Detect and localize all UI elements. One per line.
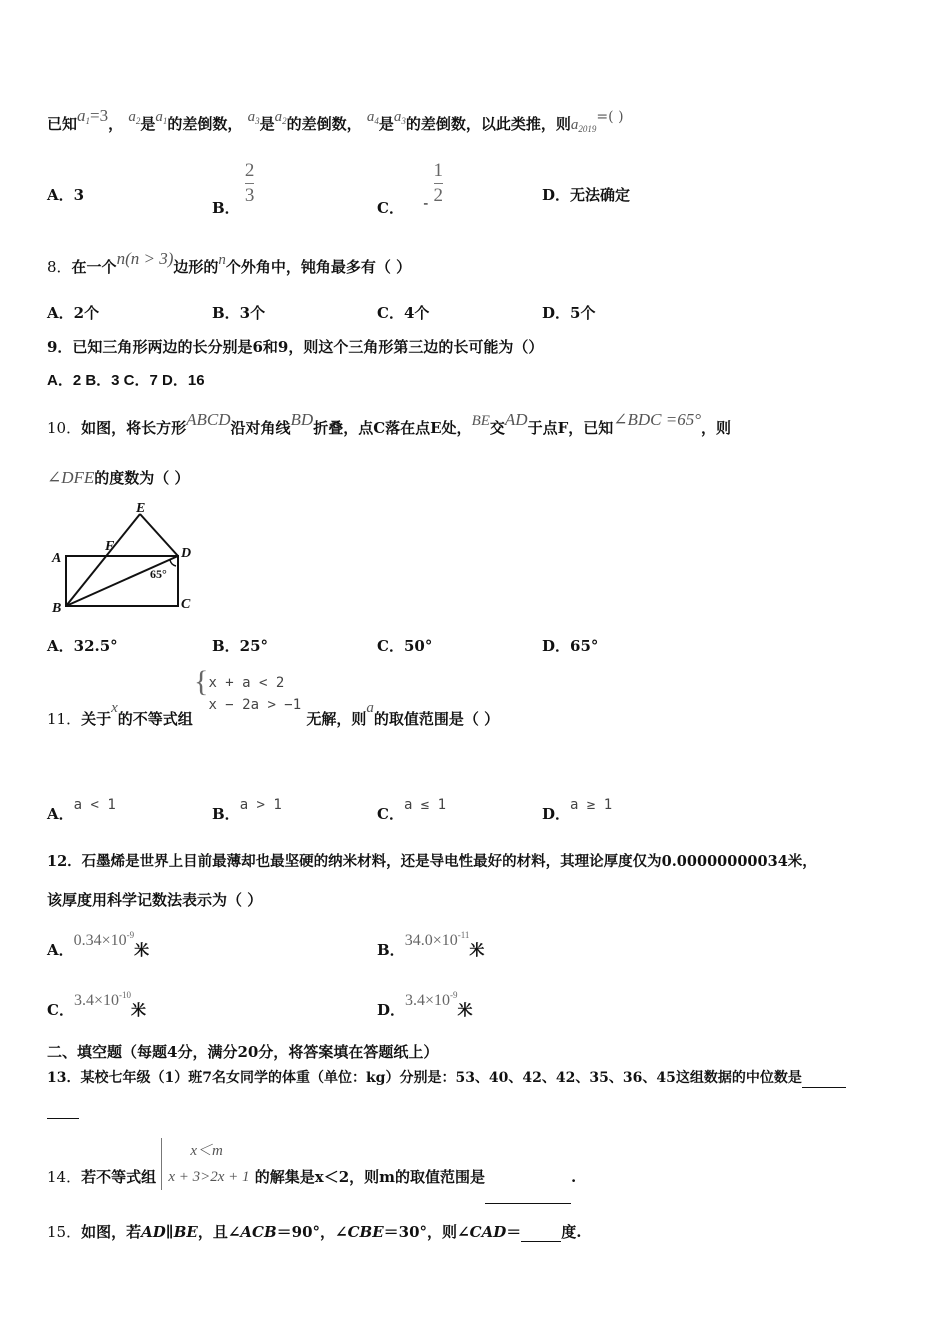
q7-recip-1: 的差倒数， bbox=[167, 115, 243, 133]
q14-inequality-1: x＜m bbox=[190, 1143, 223, 1159]
q7-is-3: 是 bbox=[378, 115, 394, 133]
q11-option-d[interactable]: D．a ≥ 1 bbox=[542, 797, 613, 823]
q15-angle-acb: ∠ACB bbox=[227, 1223, 277, 1241]
q7-a1: $a_1=3$ bbox=[77, 106, 109, 126]
q10-option-a[interactable]: A．32.5° bbox=[47, 637, 118, 655]
q7-is-2: 是 bbox=[259, 115, 275, 133]
label-a: A bbox=[52, 551, 62, 566]
section-2-heading: 二、填空题（每题4分，满分20分，将答案填在答题纸上） bbox=[47, 1043, 439, 1061]
q15-angle-cbe: ∠CBE bbox=[335, 1223, 384, 1241]
q11-option-b[interactable]: B．a > 1 bbox=[212, 797, 282, 823]
q7-tail: =( ) bbox=[596, 109, 624, 125]
q15-parallel-relation: AD∥BE bbox=[141, 1223, 198, 1241]
q7-is-1: 是 bbox=[140, 115, 156, 133]
q11-system: { x + a < 2 x − 2a > −1 bbox=[194, 672, 301, 716]
q7-recip-2: 的差倒数， bbox=[286, 115, 362, 133]
q7-option-a[interactable]: A．3 bbox=[47, 186, 85, 204]
question-9-stem: 9．已知三角形两边的长分别是6和9，则这个三角形第三边的长可能为（） bbox=[47, 338, 544, 356]
q7-a2019: $a_{2019}$ bbox=[570, 117, 597, 134]
q11-a: a bbox=[366, 700, 374, 716]
q10-abcd: ABCD bbox=[186, 410, 231, 429]
question-14-stem: 14．若不等式组 x＜m x + 3>2x + 1 的解集是x＜2，则m的取值范围是 . bbox=[47, 1138, 576, 1190]
q8-expr: n(n > 3) bbox=[116, 249, 174, 268]
q7-option-c[interactable]: C． - $\frac{1}{2}$ bbox=[377, 160, 443, 217]
q7-a3: $a_3$ bbox=[247, 109, 260, 126]
q15-angle-cad: ∠CAD bbox=[457, 1223, 507, 1241]
line-be bbox=[66, 514, 140, 606]
q7-option-c-fraction: $\frac{1}{2}$ bbox=[433, 160, 443, 206]
q8-n: n bbox=[218, 252, 226, 268]
q8-option-a[interactable]: A．2个 bbox=[47, 304, 100, 322]
q7-recip-3: 的差倒数，以此类推，则 bbox=[405, 115, 571, 133]
q10-option-b[interactable]: B．25° bbox=[212, 637, 269, 655]
q10-angle-dfe: ∠DFE bbox=[47, 468, 95, 487]
q7-option-d[interactable]: D．无法确定 bbox=[542, 186, 631, 204]
label-b: B bbox=[52, 601, 62, 616]
q12-option-d[interactable]: D．$3.4\times 10^{-9}$米 bbox=[377, 990, 473, 1019]
line-ed bbox=[140, 514, 178, 556]
q14-inequality-2: x + 3>2x + 1 bbox=[168, 1169, 250, 1185]
q10-option-d[interactable]: D．65° bbox=[542, 637, 599, 655]
q10-bd: BD bbox=[290, 410, 314, 429]
question-10-stem: 10．如图，将长方形ABCD沿对角线BD折叠，点C落在点E处，BE交AD于点F，已知∠BDC =65°，则 bbox=[47, 410, 732, 437]
q13-answer-blank-cont[interactable] bbox=[47, 1104, 79, 1119]
q14-answer-blank[interactable] bbox=[485, 1203, 571, 1204]
q8-option-d[interactable]: D．5个 bbox=[542, 304, 596, 322]
label-c: C bbox=[181, 597, 191, 612]
question-12-stem-line2: 该厚度用科学记数法表示为（ ） bbox=[47, 891, 263, 909]
q12-option-a[interactable]: A．$0.34\times 10^{-9}$米 bbox=[47, 930, 150, 959]
q11-inequality-2: x − 2a > −1 bbox=[208, 697, 302, 713]
label-angle-65: 65° bbox=[150, 567, 167, 581]
q11-option-a[interactable]: A．a < 1 bbox=[47, 797, 116, 823]
q8-option-c[interactable]: C．4个 bbox=[377, 304, 430, 322]
q12-option-b[interactable]: B．$34.0\times 10^{-11}$米 bbox=[377, 930, 485, 959]
q7-option-b-fraction: $\frac{2}{3}$ bbox=[244, 160, 255, 206]
label-f: F bbox=[105, 539, 115, 554]
question-15-stem: 15．如图，若AD∥BE，且∠ACB＝90°，∠CBE＝30°，则∠CAD＝ 度. bbox=[47, 1223, 582, 1241]
q12-option-c[interactable]: C．$3.4\times 10^{-10}$米 bbox=[47, 990, 146, 1019]
question-13-stem: 13．某校七年级（1）班7名女同学的体重（单位：kg）分别是：53、40、42、42、35、36、45这组数据的中位数是 bbox=[47, 1068, 846, 1088]
q11-x: x bbox=[111, 700, 118, 716]
q9-options[interactable]: A．2 B．3 C．7 D．16 bbox=[47, 372, 205, 389]
q7-a2-ref: $a_2$ bbox=[274, 109, 287, 126]
q10-angle: ∠BDC =65° bbox=[613, 410, 701, 429]
question-7-stem bbox=[47, 106, 624, 139]
q10-ad: AD bbox=[504, 410, 528, 429]
q11-option-c[interactable]: C．a ≤ 1 bbox=[377, 797, 447, 823]
question-10-stem-line2: ∠DFE的度数为（ ） bbox=[47, 468, 190, 487]
q10-be: BE bbox=[471, 413, 490, 429]
label-d: D bbox=[181, 546, 192, 561]
q13-answer-blank[interactable] bbox=[802, 1087, 846, 1088]
question-8-stem: 8．在一个n(n > 3)边形的n个外角中，钝角最多有（ ） bbox=[47, 249, 412, 276]
question-12-stem-line1: 12．石墨烯是世界上目前最薄却也最坚硬的纳米材料，还是导电性最好的材料，其理论厚度仅为0.00000000034米， bbox=[47, 853, 817, 870]
q10-option-c[interactable]: C．50° bbox=[377, 637, 433, 655]
q14-system bbox=[161, 1138, 249, 1190]
q7-a1-ref: $a_1$ bbox=[155, 109, 168, 126]
question-11-stem: 11．关于x的不等式组 { x + a < 2 x − 2a > −1 无解，则a的取值范围是（ ） bbox=[47, 665, 500, 728]
q11-inequality-1: x + a < 2 bbox=[208, 675, 285, 691]
q10-rectangle-figure bbox=[50, 500, 210, 620]
angle-arc bbox=[170, 560, 176, 566]
q8-option-b[interactable]: B．3个 bbox=[212, 304, 266, 322]
q7-a3-ref: $a_3$ bbox=[393, 109, 406, 126]
q7-option-b[interactable]: B． $\frac{2}{3}$ bbox=[212, 160, 255, 217]
diagonal-bd bbox=[66, 556, 178, 606]
q7-a2: $a_2$ bbox=[128, 109, 141, 126]
q7-intro: 已知 bbox=[47, 115, 78, 133]
label-e: E bbox=[136, 501, 146, 516]
q7-comma: ， bbox=[108, 115, 124, 133]
q15-answer-blank[interactable] bbox=[521, 1241, 561, 1242]
q7-a4: $a_4$ bbox=[366, 109, 379, 126]
